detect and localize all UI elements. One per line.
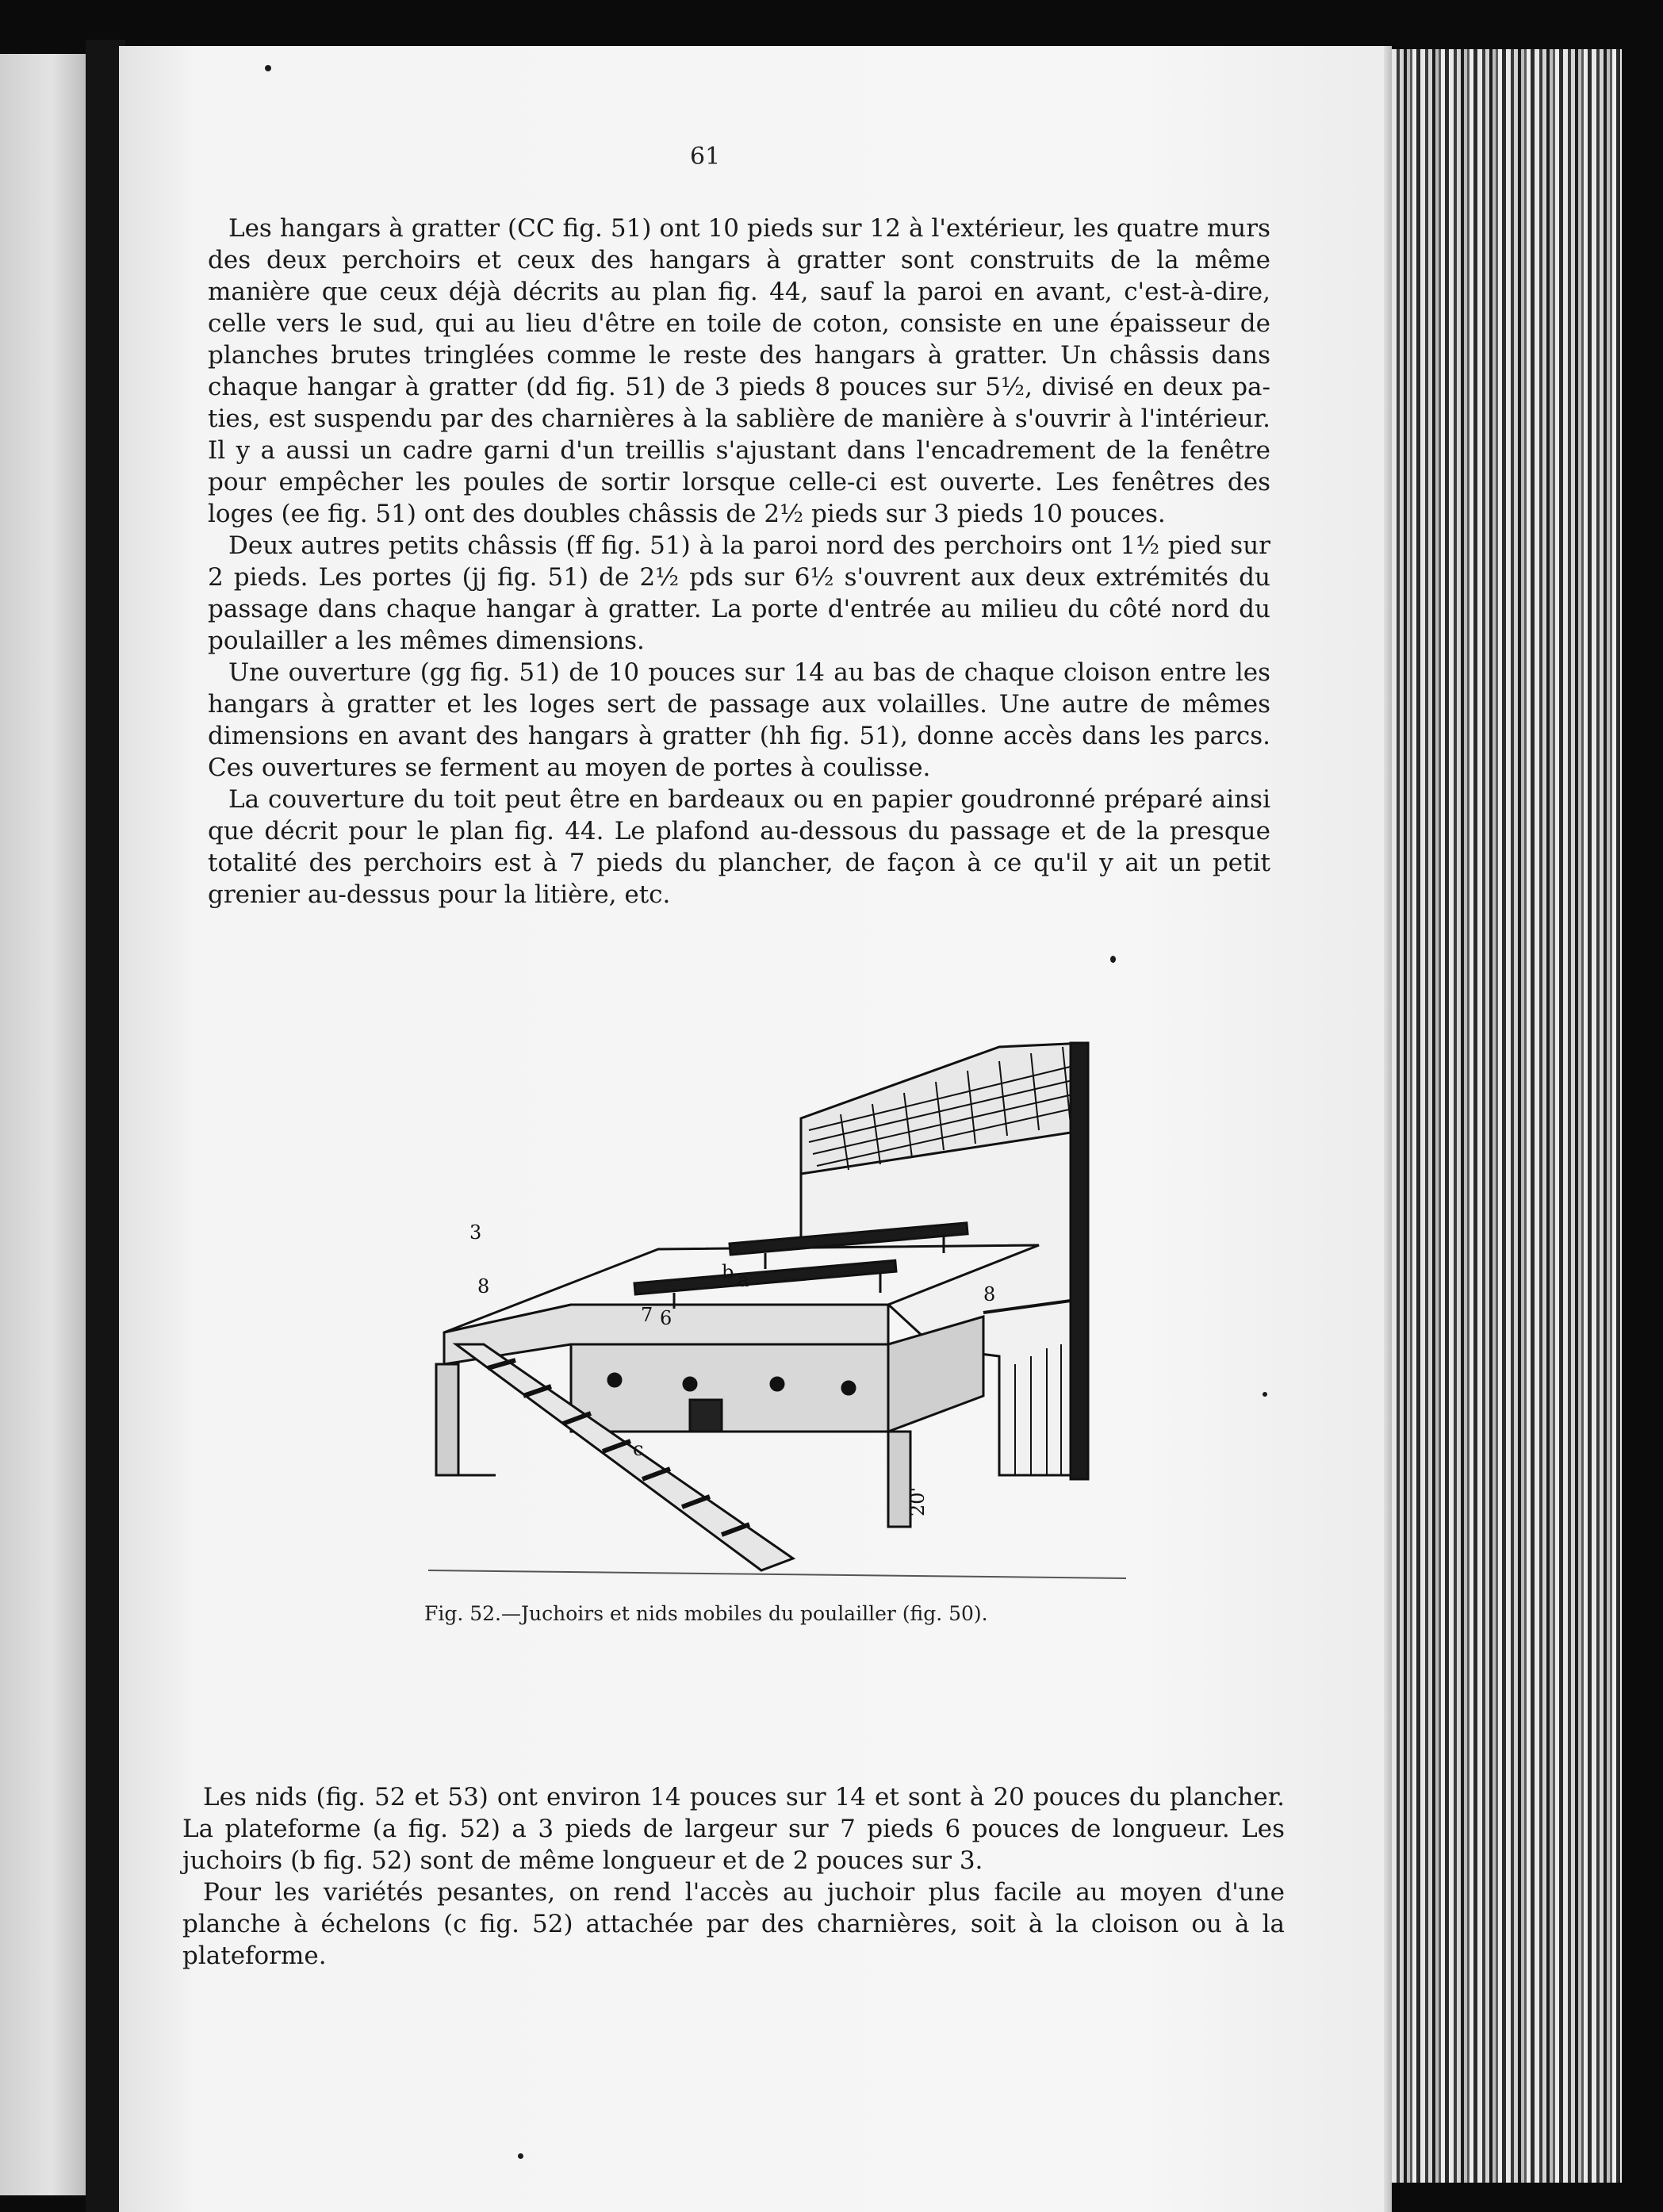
label-twenty: 20' xyxy=(906,1486,929,1516)
label-eight-left: 8 xyxy=(477,1275,490,1298)
paragraph: Deux autres petits châssis (ff fig. 51) à la paroi nord des perchoirs ont 1½ pied sur 2 pieds. Les portes (jj fig. 51) de 2½ pds sur 6½ s'ouvrent aux deux extrémités du passage dans chaque hangar à gratter. La porte d'entrée au milieu du côté nord du poulailler a les mêmes dimensions. xyxy=(208,531,1270,655)
paragraph: Les nids (fig. 52 et 53) ont environ 14 pouces sur 14 et sont à 20 pouces du plancher. La plateforme (a fig. 52) a 3 pieds de largeur sur 7 pieds 6 pouces de longueur. Les juchoirs (b fig. 52) sont de même longueur et de 2 pouces sur 3. xyxy=(182,1783,1285,1875)
stacked-page-edges xyxy=(1392,49,1622,2183)
figure-52-illustration xyxy=(333,1031,1269,1586)
paragraph: La couverture du toit peut être en bardeaux ou en papier goudronné préparé ainsi que décrit pour le plan fig. 44. Le plafond au-dessous du passage et de la presque totalité des perchoirs est à 7 pieds du plancher, de façon à ce qu'il y ait un petit grenier au-dessus pour la litière, etc. xyxy=(208,785,1270,909)
label-eight-right: 8 xyxy=(983,1283,996,1305)
paragraph: Les hangars à gratter (CC fig. 51) ont 10 pieds sur 12 à l'extérieur, les quatre murs des deux perchoirs et ceux des hangars à gratter sont construits de la même manière que ceux déjà décrits au plan fig. 44, sauf la paroi en avant, c'est-à-dire, celle vers le sud, qui au lieu d'être en toile de coton, consiste en une épaisseur de planches brutes tringlées comme le reste des hangars à gratter. Un châssis dans chaque hangar à gratter (dd fig. 51) de 3 pieds 8 pouces sur 5½, divisé en deux pa-ties, est suspendu par des charnières à la sablière de manière à s'ouvrir à l'intérieur. Il y a aussi un cadre garni d'un treillis s'ajustant dans l'encadrement de la fenêtre pour empêcher les poules de sortir lorsque celle-ci est ouverte. Les fenêtres des loges (ee fig. 51) ont des doubles châssis de 2½ pieds sur 3 pieds 10 pouces. xyxy=(208,214,1270,528)
paragraph: Une ouverture (gg fig. 51) de 10 pouces sur 14 au bas de chaque cloison entre les hangars à gratter et les loges sert de passage aux volailles. Une autre de mêmes dimensions en avant des hangars à gratter (hh fig. 51), donne accès dans les parcs. Ces ouvertures se ferment au moyen de portes à coulisse. xyxy=(208,658,1270,782)
ink-speck xyxy=(518,2153,523,2159)
body-text-top xyxy=(208,213,1270,910)
label-six: 6 xyxy=(660,1307,672,1329)
ink-speck xyxy=(265,65,271,71)
page-number: 61 xyxy=(690,143,721,171)
ink-speck xyxy=(1110,956,1116,963)
label-a: a xyxy=(738,1269,749,1291)
label-seven: 7 xyxy=(641,1304,653,1326)
label-b: b xyxy=(722,1261,734,1283)
figure-caption: Fig. 52.—Juchoirs et nids mobiles du poulailler (fig. 50). xyxy=(424,1602,988,1625)
paragraph: Pour les variétés pesantes, on rend l'accès au juchoir plus facile au moyen d'une planche à échelons (c fig. 52) attachée par des charnières, soit à la cloison ou à la plateforme. xyxy=(182,1878,1285,1970)
label-three: 3 xyxy=(469,1221,482,1244)
ground-line xyxy=(428,1570,1126,1578)
label-c: c xyxy=(633,1438,644,1460)
body-text-bottom xyxy=(182,1781,1285,1972)
previous-page-edge xyxy=(0,54,86,2195)
